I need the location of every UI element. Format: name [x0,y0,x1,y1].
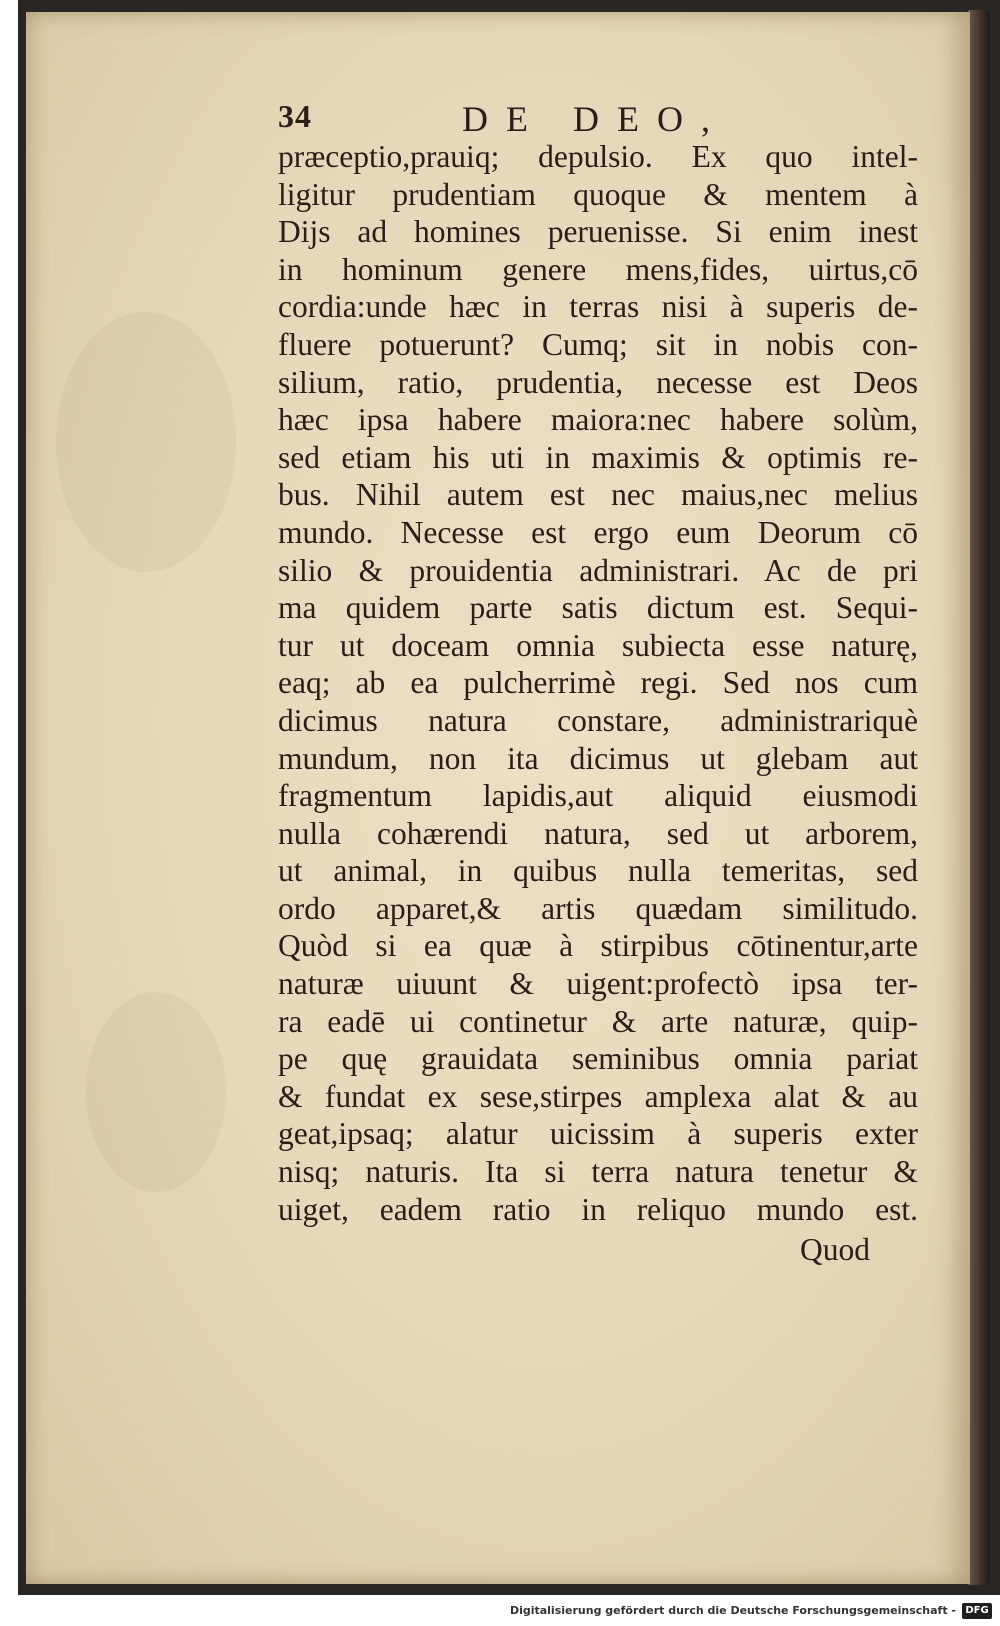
text-line: bus. Nihil autem est nec maius,nec melius [278,477,918,513]
body-text [278,138,918,1228]
text-line: nisq; naturis. Ita si terra natura tenetur & [278,1154,918,1190]
text-line: cordia:unde hæc in terras nisi à superis de- [278,289,918,325]
text-line: ma quidem parte satis dictum est. Sequi- [278,590,918,626]
text-line: silio & prouidentia administrari. Ac de pri [278,552,918,588]
text-line: fragmentum lapidis,aut aliquid eiusmodi [278,778,918,814]
paper-stain [56,312,236,572]
text-line: eaq; ab ea pulcherrimè regi. Sed nos cum [278,665,918,701]
text-line: pe quę grauidata seminibus omnia pariat [278,1041,918,1077]
text-line: & fundat ex sese,stirpes amplexa alat & au [278,1078,918,1114]
text-line: tur ut doceam omnia subiecta esse naturę, [278,627,918,663]
dfg-logo: DFG [962,1603,992,1619]
page-number: 34 [278,98,312,134]
text-line: fluere potuerunt? Cumq; sit in nobis con- [278,326,918,362]
catchword: Quod [800,1232,870,1267]
text-line: ordo apparet,& artis quædam similitudo. [278,890,918,926]
text-line: geat,ipsaq; alatur uicissim à superis exter [278,1116,918,1152]
text-line: nulla cohærendi natura, sed ut arborem, [278,815,918,851]
text-line: præceptio,prauiq; depulsio. Ex quo intel- [278,139,918,174]
text-line: ra eadē ui continetur & arte naturæ, quip- [278,1003,918,1039]
text-line: Quòd si ea quæ à stirpibus cōtinentur,arte [278,928,918,964]
text-line: in hominum genere mens,fides, uirtus,cō [278,251,918,287]
text-line: ligitur prudentiam quoque & mentem à [278,176,918,212]
text-line: mundum, non ita dicimus ut glebam aut [278,740,918,776]
text-line: naturæ uiuunt & uigent:profectò ipsa ter- [278,966,918,1002]
text-line: sed etiam his uti in maximis & optimis re- [278,439,918,475]
paper-stain [86,992,226,1192]
text-line: mundo. Necesse est ergo eum Deorum cō [278,514,918,550]
text-line: silium, ratio, prudentia, necesse est Deos [278,364,918,400]
running-head: DE DEO, [462,99,728,139]
footer-bar [0,1600,1000,1626]
text-line: hæc ipsa habere maiora:nec habere solùm, [278,402,918,438]
book-cover-edge [968,10,990,1585]
text-line: Dijs ad homines peruenisse. Si enim inest [278,214,918,250]
text-line: ut animal, in quibus nulla temeritas, sed [278,853,918,889]
text-line: uiget, eadem ratio in reliquo mundo est. [278,1191,918,1227]
digitization-credit: Digitalisierung gefördert durch die Deutsche Forschungsgemeinschaft - [509,1604,956,1617]
text-line: dicimus natura constare, administrariquè [278,702,918,738]
